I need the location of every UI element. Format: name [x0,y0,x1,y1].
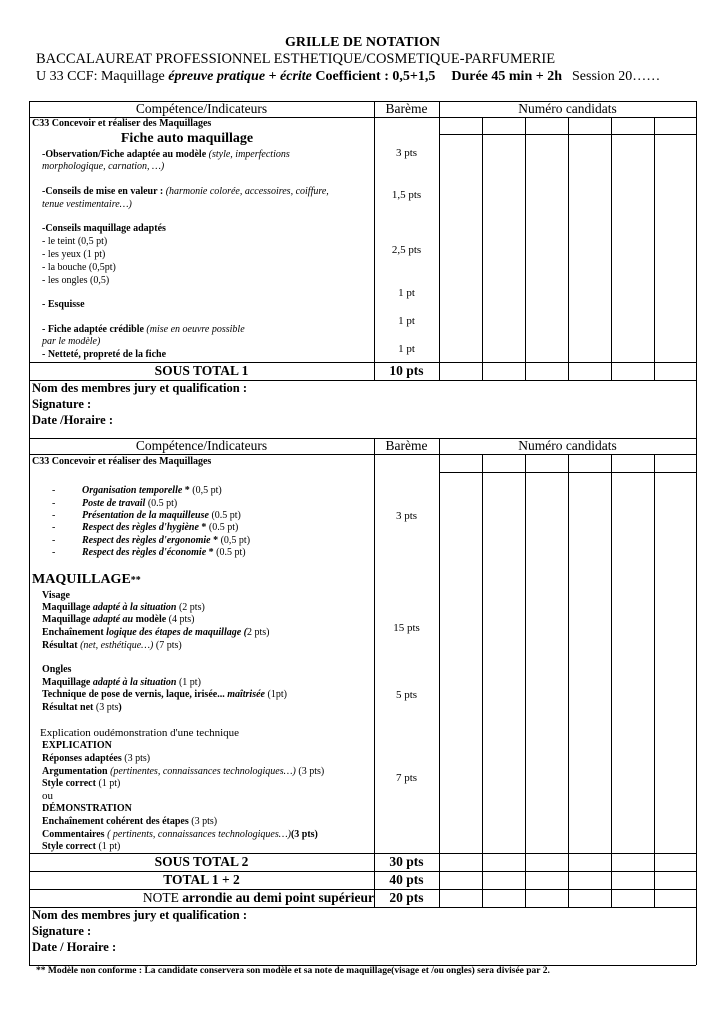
ongles-adapte-situation: Maquillage adapté à la situation (1 pt) [42,677,201,688]
sub-demonstration: DÉMONSTRATION [42,803,132,814]
exam-type: épreuve pratique + écrite [168,69,312,84]
points-conseils: 1,5 pts [391,189,422,201]
points-esquisse: 1 pt [398,287,415,299]
note-label: NOTE arrondie au demi point supérieur [142,890,374,905]
sous-total-1-points: 10 pts [389,363,424,378]
demonstration-style: Style correct (1 pt) [42,841,121,852]
exam-info-line [36,68,725,85]
sub-ongles: - les ongles (0,5) [42,275,110,286]
column-header-candidats: Numéro candidats [518,101,617,116]
competence-c33-2: C33 Concevoir et réaliser des Maquillages [32,456,212,467]
column-header-competence-2: Compétence/Indicateurs [135,438,268,453]
date-label-2: Date / Horaire : [32,940,117,954]
points-maquillage: 15 pts [393,622,420,634]
demonstration-commentaires: Commentaires ( pertinents, connaissances technologiques…)(3 pts) [42,829,318,840]
bullet-poste: - Poste de travail (0.5 pt) [52,498,178,509]
note-points: 20 pts [389,890,424,905]
exam-coefficient: Coefficient : 0,5+1,5 [315,69,436,84]
points-observation: 3 pts [395,147,418,159]
section-heading-maquillage: MAQUILLAGE** [32,572,141,587]
document-title: GRILLE DE NOTATION [284,35,441,50]
points-explication: 7 pts [395,772,418,784]
criterion-fiche-credible-cont: par le modèle) [42,336,101,347]
explication-argumentation: Argumentation (pertinentes, connaissances technologiques…) (3 pts) [42,766,325,777]
criterion-maquillage-adaptes: -Conseils maquillage adaptés [42,223,166,234]
sous-total-2-points: 30 pts [389,854,424,869]
sub-explication: EXPLICATION [42,740,112,751]
column-header-competence: Compétence/Indicateurs [135,101,268,116]
points-ongles: 5 pts [395,689,418,701]
points-fiche-credible: 1 pt [398,315,415,327]
points-maquillage-adaptes: 2,5 pts [391,244,422,256]
visage-adapte-situation: Maquillage adapté à la situation (2 pts) [42,602,205,613]
bullet-hygiene: - Respect des règles d'hygiène * (0.5 pt) [52,522,239,533]
column-header-candidats-2: Numéro candidats [518,438,617,453]
bullet-economie: - Respect des règles d'économie * (0.5 pt) [52,547,246,558]
explication-reponses: Réponses adaptées (3 pts) [42,753,151,764]
signature-label-1: Signature : [32,397,92,411]
visage-enchainement: Enchaînement logique des étapes de maquillage (2 pts) [42,627,270,638]
bullet-organisation: - Organisation temporelle * (0,5 pt) [52,485,222,496]
sub-teint: - le teint (0,5 pt) [42,236,108,247]
bullet-ergonomie: - Respect des règles d'ergonomie * (0,5 pt) [52,535,251,546]
criterion-nettete: - Netteté, propreté de la fiche [42,349,167,360]
jury-label-2: Nom des membres jury et qualification : [32,908,248,922]
total-points: 40 pts [389,872,424,887]
points-organisation: 3 pts [395,510,418,522]
sous-total-2-label: SOUS TOTAL 2 [154,854,249,869]
document-subtitle: BACCALAUREAT PROFESSIONNEL ESTHETIQUE/COSMETIQUE-PARFUMERIE [36,51,556,67]
sub-bouche: - la bouche (0,5pt) [42,262,116,273]
sub-visage: Visage [42,590,70,601]
ongles-technique: Technique de pose de vernis, laque, irisée... maîtrisée (1pt) [42,689,287,700]
column-header-bareme: Barème [385,101,428,116]
exam-session: Session 20…… [572,69,661,84]
exam-duration: Durée 45 min + 2h [451,69,562,84]
ongles-resultat: Résultat net (3 pts) [42,702,122,713]
criterion-observation: -Observation/Fiche adaptée au modèle (style, imperfections [42,149,290,160]
sous-total-1-label: SOUS TOTAL 1 [154,363,249,378]
criterion-observation-cont: morphologique, carnation, …) [42,161,165,172]
date-label-1: Date /Horaire : [32,413,113,427]
sub-yeux: - les yeux (1 pt) [42,249,106,260]
visage-resultat: Résultat (net, esthétique…) (7 pts) [42,640,182,651]
criterion-conseils: -Conseils de mise en valeur : (harmonie colorée, accessoires, coiffure, [42,186,329,197]
ou-separator: ou [42,790,53,802]
jury-label-1: Nom des membres jury et qualification : [32,381,248,395]
demonstration-enchainement: Enchaînement cohérent des étapes (3 pts) [42,816,218,827]
criterion-esquisse: - Esquisse [42,299,85,310]
footnote: ** Modèle non conforme : La candidate conservera son modèle et sa note de maquillage(visage et /ou ongles) sera divisée par 2. [36,966,550,976]
explication-intro: Explication oudémonstration d'une technique [40,727,240,739]
criterion-fiche-credible: - Fiche adaptée crédible (mise en oeuvre possible [42,324,245,335]
criterion-conseils-cont: tenue vestimentaire…) [42,199,132,210]
competence-c33: C33 Concevoir et réaliser des Maquillages [32,118,212,129]
explication-style: Style correct (1 pt) [42,778,121,789]
total-label: TOTAL 1 + 2 [163,872,240,887]
visage-adapte-modele: Maquillage adapté au modèle (4 pts) [42,614,195,625]
exam-unit: U 33 CCF: Maquillage [36,69,169,84]
section-heading-fiche: Fiche auto maquillage [120,131,254,146]
signature-label-2: Signature : [32,924,92,938]
column-header-bareme-2: Barème [385,438,428,453]
points-nettete: 1 pt [398,343,415,355]
bullet-presentation: - Présentation de la maquilleuse (0.5 pt) [52,510,241,521]
sub-ongles-2: Ongles [42,664,72,675]
